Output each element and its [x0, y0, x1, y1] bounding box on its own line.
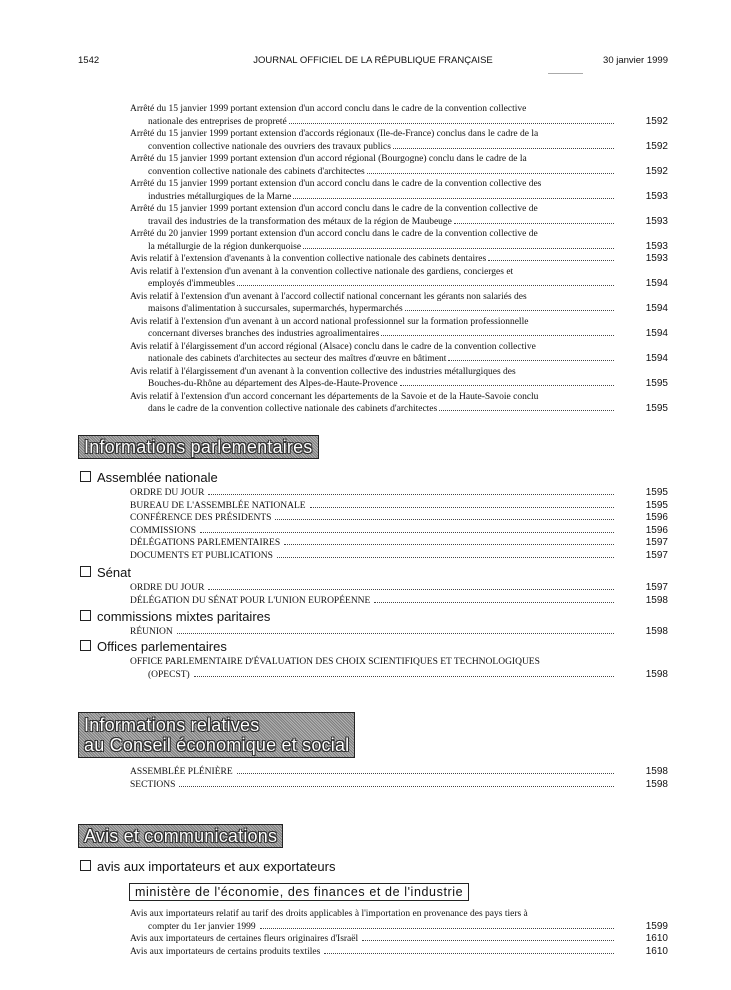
toc-item — [130, 669, 616, 682]
journal-title: JOURNAL OFFICIEL DE LA RÉPUBLIQUE FRANÇAISE — [253, 55, 493, 66]
section-title: Assemblée nationale — [97, 470, 218, 485]
toc-label: Avis aux importateurs relatif au tarif des droits applicables à l'importation en provenance des pays tiers à — [130, 909, 528, 919]
toc-entry — [130, 391, 668, 416]
dot-leader — [400, 385, 614, 386]
page-ref: 1598 — [645, 778, 668, 790]
entry-text: travail des industries de la transformation des métaux de la région de Maubeuge — [148, 216, 452, 227]
toc-entry — [130, 366, 668, 391]
banner-avis-communications: Avis et communications — [78, 824, 283, 848]
entry-text: Arrêté du 15 janvier 1999 portant extension d'un accord conclu dans le cadre de la convention collective — [130, 104, 527, 114]
dot-leader — [405, 310, 614, 311]
toc-item — [130, 550, 616, 563]
toc-label: ORDRE DU JOUR — [130, 583, 205, 593]
page-ref: 1593 — [645, 253, 668, 264]
toc-conseil — [130, 766, 668, 791]
page-ref: 1593 — [645, 190, 668, 202]
page-ref: 1594 — [645, 328, 668, 339]
toc-entry — [130, 178, 668, 203]
section-avis-importateurs — [80, 859, 335, 874]
page-ref: 1598 — [645, 668, 668, 680]
dot-leader — [439, 410, 614, 411]
section-title: Sénat — [97, 565, 131, 580]
entry-text: Avis relatif à l'élargissement d'un avenant à la convention collective des industries métallurgiques des — [130, 366, 516, 377]
entry-text: convention collective nationale des ouvriers des travaux publics — [148, 141, 391, 152]
section-assemblee-nationale — [80, 470, 218, 485]
toc-item — [130, 933, 616, 946]
section-offices-parlementaires — [80, 639, 227, 654]
entry-text: convention collective nationale des cabinets d'architectes — [148, 166, 365, 177]
section-title: avis aux importateurs et aux exportateurs — [97, 859, 336, 874]
toc-label: ASSEMBLÉE PLÉNIÈRE — [130, 767, 233, 777]
toc-label: DÉLÉGATION DU SÉNAT POUR L'UNION EUROPÉENNE — [130, 595, 371, 606]
checkbox-icon — [80, 566, 91, 577]
toc-label: CONFÉRENCE DES PRÉSIDENTS — [130, 513, 272, 523]
page-number: 1542 — [78, 55, 100, 66]
dot-leader — [393, 148, 614, 149]
toc-label: DOCUMENTS ET PUBLICATIONS — [130, 550, 273, 561]
dot-leader — [488, 260, 614, 261]
dot-leader — [381, 335, 614, 336]
toc-label: compter du 1er janvier 1999 — [148, 921, 256, 932]
entry-text: Bouches-du-Rhône au département des Alpes-de-Haute-Provence — [148, 379, 398, 389]
dot-leader — [289, 123, 614, 124]
banner-line: au Conseil économique et social — [84, 735, 350, 755]
page-ref: 1594 — [645, 278, 668, 289]
page-ref: 1598 — [645, 626, 668, 637]
toc-label: ORDRE DU JOUR — [130, 488, 205, 498]
entry-text: Arrêté du 20 janvier 1999 portant extension d'un accord conclu dans le cadre de la convention collective de — [130, 229, 538, 239]
toc-assemblee — [130, 487, 668, 562]
toc-commissions — [130, 626, 668, 639]
toc-item — [130, 487, 616, 500]
section-commissions-mixtes — [80, 609, 270, 624]
dot-leader — [293, 198, 614, 199]
page-ref: 1597 — [645, 582, 668, 593]
toc-item — [130, 946, 616, 959]
entry-text: employés d'immeubles — [148, 279, 235, 289]
toc-entry — [130, 153, 668, 178]
toc-entry — [130, 316, 668, 341]
page-ref: 1599 — [645, 920, 668, 932]
toc-label: DÉLÉGATIONS PARLEMENTAIRES — [130, 538, 281, 548]
toc-item — [130, 626, 616, 639]
dot-leader — [367, 173, 614, 174]
ministere-box: ministère de l'économie, des finances et de l'industrie — [129, 883, 469, 901]
checkbox-icon — [80, 610, 91, 621]
entry-text: Arrêté du 15 janvier 1999 portant extension d'un accord régional (Bourgogne) conclu dans le cadre de la — [130, 154, 527, 164]
page-ref: 1592 — [645, 140, 668, 152]
toc-entry — [130, 266, 668, 291]
toc-item — [130, 537, 616, 550]
page-ref: 1597 — [645, 549, 668, 561]
issue-date: 30 janvier 1999 — [603, 55, 668, 66]
toc-entry — [130, 203, 668, 228]
entry-text: Avis relatif à l'élargissement d'un accord régional (Alsace) conclu dans le cadre de la convention collective — [130, 341, 536, 352]
toc-entry — [130, 128, 668, 153]
dot-leader — [237, 285, 614, 286]
entry-text: maisons d'alimentation à succursales, supermarchés, hypermarchés — [148, 304, 403, 314]
entry-text: nationale des cabinets d'architectes au secteur des maîtres d'œuvre en bâtiment — [148, 354, 447, 364]
toc-item — [130, 921, 616, 934]
checkbox-icon — [80, 640, 91, 651]
toc-label: (OPECST) — [148, 669, 190, 680]
entry-text: Avis relatif à l'extension d'un accord concernant les départements de la Savoie et de la Haute-Savoie conclu — [130, 391, 539, 402]
banner-conseil-economique — [78, 712, 355, 758]
section-senat — [80, 565, 131, 580]
entry-text: Avis relatif à l'extension d'un avenant à un accord national professionnel sur la formation professionnelle — [130, 316, 529, 327]
page-ref: 1597 — [645, 537, 668, 548]
toc-senat — [130, 582, 668, 607]
toc-item — [130, 595, 616, 608]
page-ref: 1598 — [645, 594, 668, 606]
toc-item — [130, 512, 616, 525]
dot-leader — [303, 248, 614, 249]
dot-leader — [448, 360, 614, 361]
entry-text: Avis relatif à l'extension d'un avenant à la convention collective nationale des gardiens, concierges et — [130, 266, 514, 277]
toc-item — [130, 766, 616, 779]
entry-text: industries métallurgiques de la Marne — [148, 191, 292, 202]
banner-line: Informations relatives — [84, 715, 260, 735]
toc-item — [130, 500, 616, 513]
toc-label: RÉUNION — [130, 627, 173, 637]
entry-text: dans le cadre de la convention collective nationale des cabinets d'architectes — [148, 404, 438, 414]
toc-entry — [130, 103, 668, 128]
toc-importateurs — [130, 908, 668, 958]
page-ref: 1595 — [645, 403, 668, 414]
toc-entry — [130, 291, 668, 316]
toc-entry — [130, 253, 668, 266]
section-title: Offices parlementaires — [97, 639, 227, 654]
page-ref: 1598 — [645, 766, 668, 777]
page-ref: 1596 — [645, 512, 668, 523]
page-ref: 1595 — [645, 487, 668, 498]
page-ref: 1594 — [645, 353, 668, 364]
page-ref: 1596 — [645, 524, 668, 536]
page-ref: 1594 — [645, 303, 668, 314]
page-ref: 1592 — [645, 115, 668, 127]
page-ref: 1593 — [645, 240, 668, 252]
section-title: commissions mixtes paritaires — [97, 609, 271, 624]
toc-offices — [130, 656, 668, 681]
checkbox-icon — [80, 860, 91, 871]
banner-informations-parlementaires: Informations parlementaires — [78, 435, 319, 459]
header-rule — [548, 73, 583, 74]
toc-label: Avis aux importateurs de certaines fleurs originaires d'Israël — [130, 934, 359, 944]
toc-item — [130, 779, 616, 792]
toc-label: Avis aux importateurs de certains produits textiles — [130, 946, 321, 957]
page-ref: 1610 — [645, 945, 668, 957]
entry-text: Avis relatif à l'extension d'un avenant à l'accord collectif national concernant les gérants non salariés des — [130, 291, 527, 302]
dot-leader — [454, 223, 614, 224]
entry-text: Avis relatif à l'extension d'avenants à la convention collective nationale des cabinets dentaires — [130, 254, 487, 264]
toc-entry — [130, 228, 668, 253]
page-ref: 1595 — [645, 378, 668, 389]
page-ref: 1595 — [645, 499, 668, 511]
page-ref: 1610 — [645, 933, 668, 944]
toc-item — [130, 525, 616, 538]
checkbox-icon — [80, 471, 91, 482]
entry-text: la métallurgie de la région dunkerquoise — [148, 241, 302, 252]
toc-item — [130, 582, 616, 595]
page-ref: 1593 — [645, 215, 668, 227]
toc-label: BUREAU DE L'ASSEMBLÉE NATIONALE — [130, 500, 306, 511]
entry-text: Arrêté du 15 janvier 1999 portant extension d'accords régionaux (Ile-de-France) conclus dans le cadre de la — [130, 129, 539, 139]
entry-text: Arrêté du 15 janvier 1999 portant extension d'un accord conclu dans le cadre de la convention collective de — [130, 204, 538, 214]
entry-text: concernant diverses branches des industries agroalimentaires — [148, 329, 380, 339]
toc-label: OFFICE PARLEMENTAIRE D'ÉVALUATION DES CHOIX SCIENTIFIQUES ET TECHNOLOGIQUES — [130, 657, 540, 667]
entry-text: nationale des entreprises de propreté — [148, 116, 287, 127]
toc-entry — [130, 341, 668, 366]
page-ref: 1592 — [645, 165, 668, 177]
entry-text: Arrêté du 15 janvier 1999 portant extension d'un accord conclu dans le cadre de la convention collective des — [130, 179, 542, 189]
toc-label: SECTIONS — [130, 779, 176, 790]
toc-label: COMMISSIONS — [130, 525, 196, 536]
page-header — [78, 55, 668, 69]
